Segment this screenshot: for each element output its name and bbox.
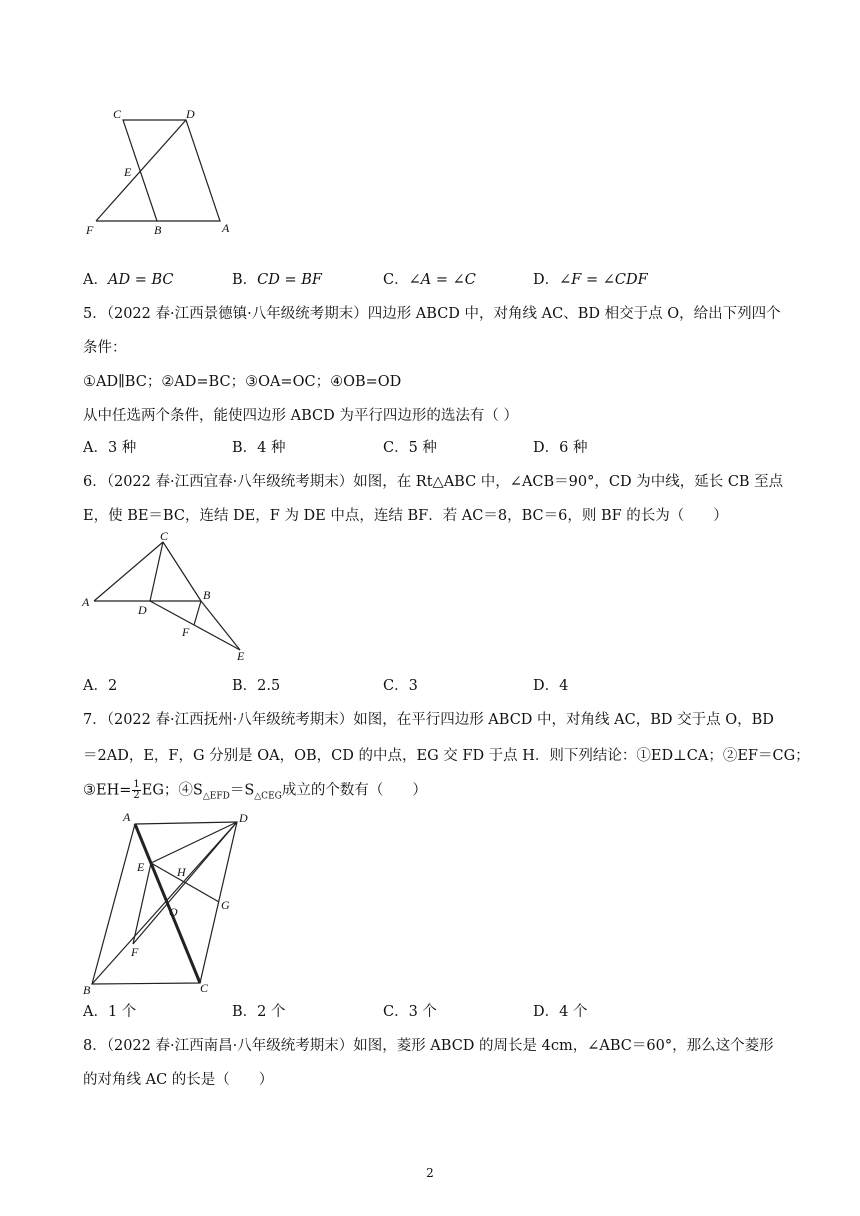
- q5-option-b: B．4 种: [232, 440, 286, 456]
- segment-ef: [133, 863, 151, 944]
- figure-q6: [80, 530, 265, 665]
- page-number: 2: [426, 1166, 434, 1180]
- q5-stem-line1: 5．（2022 春·江西景德镇·八年级统考期末）四边形 ABCD 中，对角线 AC、BD 相交于点 O，给出下列四个: [83, 306, 781, 322]
- label-a: A: [222, 221, 230, 235]
- label-e: E: [124, 165, 132, 179]
- label-f: F: [86, 223, 94, 237]
- label-d: D: [138, 603, 147, 617]
- q6-option-b: B．2.5: [232, 678, 281, 694]
- label-b: B: [83, 983, 91, 997]
- q7-stem-line3: ③EH= $\frac{1}{2}$ EG；$④S_{\triangle EFD}=S_{\triangle CEG}$成立的个数有（ ）: [83, 779, 427, 802]
- label-a: A: [82, 595, 90, 609]
- label-f: F: [182, 625, 190, 639]
- q4-option-b: B．CD = BF: [232, 272, 322, 288]
- q8-stem-line1: 8．（2022 春·江西南昌·八年级统考期末）如图，菱形 ABCD 的周长是 4cm，∠ABC＝60°，那么这个菱形: [83, 1038, 774, 1054]
- q4-option-a: A．AD = BC: [83, 272, 174, 288]
- figure-q4: [80, 100, 250, 240]
- q7-stem-line2: ＝2AD，E，F，G 分别是 OA，OB，CD 的中点，EG 交 FD 于点 H．则下列结论：①ED⊥CA；②EF＝CG；: [83, 748, 810, 764]
- q5-stem-line2: 条件：: [83, 340, 127, 356]
- label-c: C: [113, 107, 122, 121]
- q4-option-c: C．∠A = ∠C: [383, 272, 476, 288]
- segment-cb: [163, 542, 201, 601]
- q7-option-a: A．1 个: [83, 1004, 137, 1020]
- q5-option-d: D．6 种: [533, 440, 588, 456]
- label-d: D: [186, 107, 195, 121]
- figure-q7: [80, 808, 265, 998]
- segment-de: [150, 601, 240, 650]
- q8-stem-line2: 的对角线 AC 的长是（ ）: [83, 1072, 274, 1088]
- segment-fd: [96, 120, 186, 221]
- segment-ed: [151, 822, 237, 863]
- q6-option-c: C．3: [383, 678, 418, 694]
- segment-ac: [94, 542, 163, 601]
- q6-option-a: A．2: [83, 678, 118, 694]
- label-g: G: [221, 898, 230, 912]
- q6-stem-line1: 6．（2022 春·江西宜春·八年级统考期末）如图，在 Rt△ABC 中，∠ACB＝90°，CD 为中线，延长 CB 至点: [83, 474, 784, 490]
- q7-option-b: B．2 个: [232, 1004, 286, 1020]
- label-c: C: [160, 530, 169, 543]
- label-f: F: [131, 945, 139, 959]
- label-d: D: [239, 811, 248, 825]
- q5-question: 从中任选两个条件，能使四边形 ABCD 为平行四边形的选法有（ ）: [83, 408, 518, 424]
- label-o: O: [169, 905, 178, 919]
- label-e: E: [137, 860, 145, 874]
- label-b: B: [203, 588, 211, 602]
- q5-conditions: ①AD∥BC；②AD=BC；③OA=OC；④OB=OD: [83, 374, 402, 390]
- fraction-one-half: $\frac{1}{2}$: [133, 779, 140, 801]
- label-h: H: [177, 865, 186, 879]
- q7-stem-line1: 7．（2022 春·江西抚州·八年级统考期末）如图，在平行四边形 ABCD 中，对角线 AC，BD 交于点 O，BD: [83, 712, 774, 728]
- label-c: C: [200, 981, 209, 995]
- q5-option-a: A．3 种: [83, 440, 137, 456]
- q6-option-d: D．4: [533, 678, 569, 694]
- q7-option-d: D．4 个: [533, 1004, 588, 1020]
- label-b: B: [154, 223, 162, 237]
- segment-bf: [194, 601, 201, 625]
- segment-be: [201, 601, 240, 650]
- label-e: E: [237, 649, 245, 663]
- parallelogram-abcd: [123, 120, 220, 221]
- q5-option-c: C．5 种: [383, 440, 437, 456]
- segment-fd: [133, 822, 237, 944]
- q7-option-c: C．3 个: [383, 1004, 437, 1020]
- label-a: A: [123, 810, 131, 824]
- q6-stem-line2: E，使 BE＝BC，连结 DE，F 为 DE 中点，连结 BF．若 AC＝8，BC＝6，则 BF 的长为（ ）: [83, 508, 728, 524]
- q4-option-d: D．∠F = ∠CDF: [533, 272, 648, 288]
